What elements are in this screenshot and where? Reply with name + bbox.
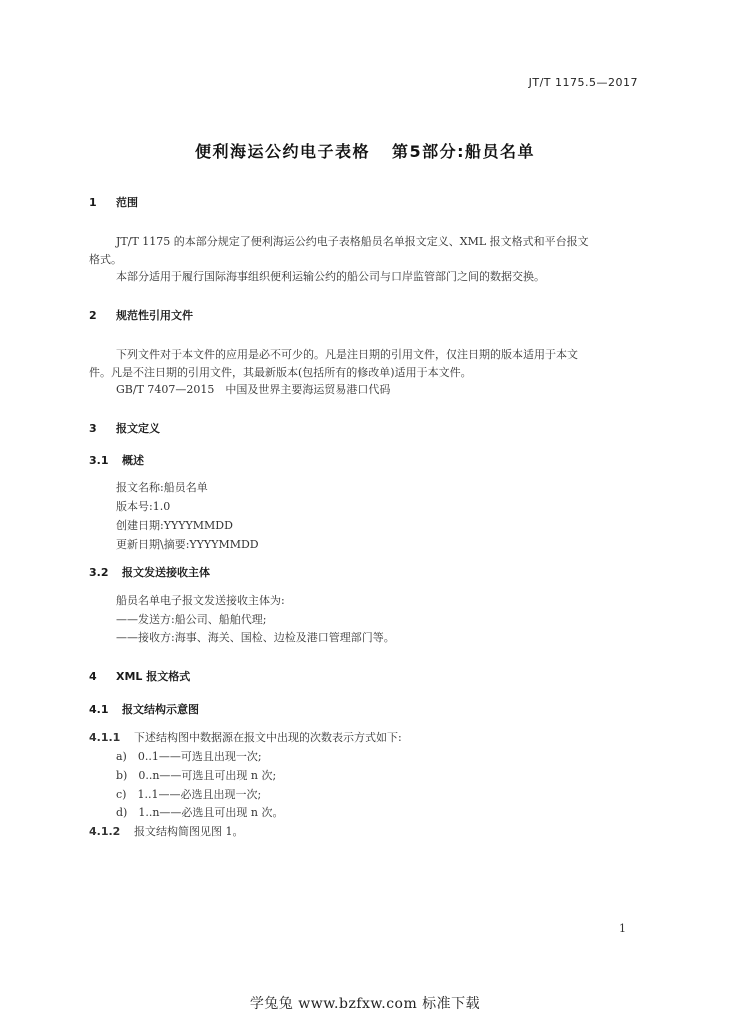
section-3-heading: 3 报文定义 xyxy=(89,422,160,435)
message-name: 报文名称:船员名单 xyxy=(116,481,208,494)
title-part-2: 第5部分:船员名单 xyxy=(391,142,536,161)
page-title xyxy=(0,139,730,162)
section-2-paragraph-line-1: 下列文件对于本文件的应用是必不可少的。凡是注日期的引用文件，仅注日期的版本适用于本文 xyxy=(116,348,578,361)
section-1-paragraph-1-line-2: 格式。 xyxy=(89,253,122,266)
section-2-heading: 2 规范性引用文件 xyxy=(89,309,193,322)
document-code: JT/T 1175.5—2017 xyxy=(528,76,638,89)
section-4-1-2: 4.1.2 报文结构简图见图 1。 xyxy=(89,825,244,838)
list-item: b) 0..n——可选且可出现 n 次; xyxy=(116,769,277,782)
creation-date: 创建日期:YYYYMMDD xyxy=(116,519,233,532)
list-item: c) 1..1——必选且出现一次; xyxy=(116,788,262,801)
page-number: 1 xyxy=(619,922,626,935)
section-4-heading: 4 XML 报文格式 xyxy=(89,670,191,683)
section-3-2-heading: 3.2 报文发送接收主体 xyxy=(89,566,210,579)
version-number: 版本号:1.0 xyxy=(116,500,171,513)
section-1-paragraph-2: 本部分适用于履行国际海事组织便利运输公约的船公司与口岸监管部门之间的数据交换。 xyxy=(116,270,545,283)
sender-line: ——发送方:船公司、船舶代理; xyxy=(116,613,267,626)
section-1-paragraph-1-line-1: JT/T 1175 的本部分规定了便利海运公约电子表格船员名单报文定义、XML 报文格式和平台报文 xyxy=(116,235,589,248)
section-4-1-1: 4.1.1 下述结构图中数据源在报文中出现的次数表示方式如下: xyxy=(89,731,402,744)
section-2-paragraph-line-2: 件。凡是不注日期的引用文件，其最新版本(包括所有的修改单)适用于本文件。 xyxy=(89,366,472,379)
title-part-1: 便利海运公约电子表格 xyxy=(194,142,370,161)
watermark-link[interactable]: 学兔兔 www.bzfxw.com 标准下载 xyxy=(249,996,481,1012)
section-1-heading: 1 范围 xyxy=(89,196,138,209)
normative-reference: GB/T 7407—2015 中国及世界主要海运贸易港口代码 xyxy=(116,383,391,396)
receiver-line: ——接收方:海事、海关、国检、边检及港口管理部门等。 xyxy=(116,631,395,644)
section-3-1-heading: 3.1 概述 xyxy=(89,454,144,467)
list-item: a) 0..1——可选且出现一次; xyxy=(116,750,262,763)
section-4-1-heading: 4.1 报文结构示意图 xyxy=(89,703,199,716)
update-date: 更新日期\摘要:YYYYMMDD xyxy=(116,538,259,551)
sender-receiver-intro: 船员名单电子报文发送接收主体为: xyxy=(116,594,285,607)
list-item: d) 1..n——必选且可出现 n 次。 xyxy=(116,806,284,819)
